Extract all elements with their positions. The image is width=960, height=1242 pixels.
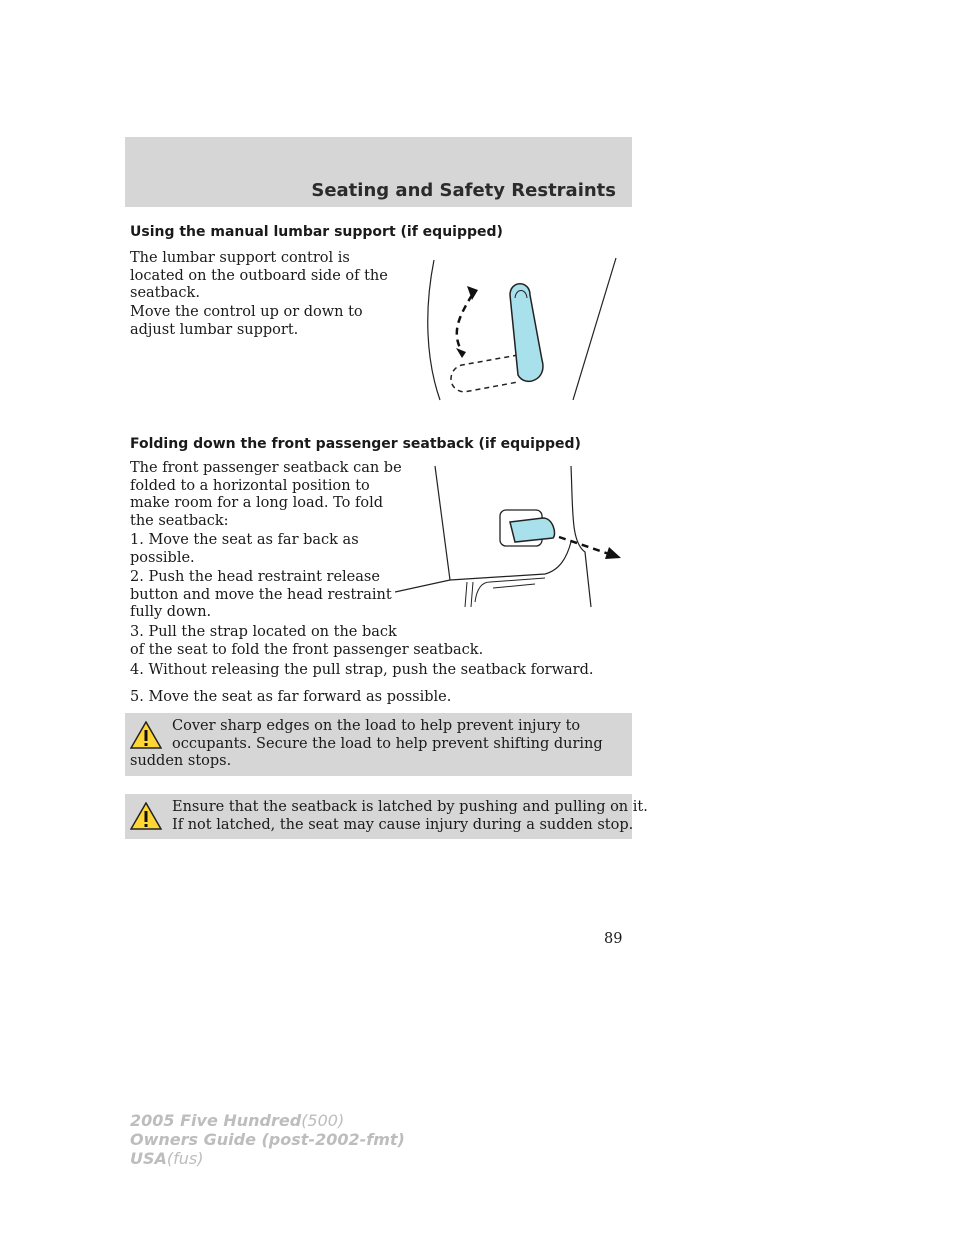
footer-line-1: 2005 Five Hundred(500)	[130, 1111, 345, 1130]
fold-step-3: 3. Pull the strap located on the back of the seat to fold the front passenger seatback.	[130, 624, 484, 658]
fold-step-4: 4. Without releasing the pull strap, push the seatback forward.	[130, 662, 594, 678]
header-band	[125, 137, 632, 207]
lumbar-heading: Using the manual lumbar support (if equipped)	[130, 224, 503, 240]
fold-seatback-heading: Folding down the front passenger seatback (if equipped)	[130, 436, 581, 452]
fold-step-2: 2. Push the head restraint release button and move the head restraint fully down.	[130, 569, 392, 620]
footer-line-3: USA(fus)	[130, 1149, 204, 1168]
warning-box-1	[125, 713, 632, 776]
warning-1-text: Cover sharp edges on the load to help prevent injury to occupants. Secure the load to help prevent shifting during sudden stops.	[130, 718, 603, 769]
seatback-strap-illustration	[395, 462, 625, 612]
page-section-title: Seating and Safety Restraints	[311, 180, 616, 201]
footer-line-2: Owners Guide (post-2002-fmt)	[130, 1130, 405, 1149]
page-number: 89	[604, 931, 623, 947]
fold-intro-paragraph: The front passenger seatback can be folded to a horizontal position to make room for a long load. To fold the seatback:	[130, 460, 402, 529]
fold-step-1: 1. Move the seat as far back as possible.	[130, 532, 359, 566]
warning-2-text: Ensure that the seatback is latched by pushing and pulling on it. If not latched, the seat may cause injury during a sudden stop.	[172, 799, 648, 833]
lumbar-control-illustration	[420, 250, 620, 402]
fold-step-5: 5. Move the seat as far forward as possible.	[130, 689, 452, 705]
lumbar-paragraph-1: The lumbar support control is located on the outboard side of the seatback.	[130, 250, 388, 301]
lumbar-paragraph-2: Move the control up or down to adjust lumbar support.	[130, 304, 363, 338]
warning-box-2	[125, 794, 648, 839]
